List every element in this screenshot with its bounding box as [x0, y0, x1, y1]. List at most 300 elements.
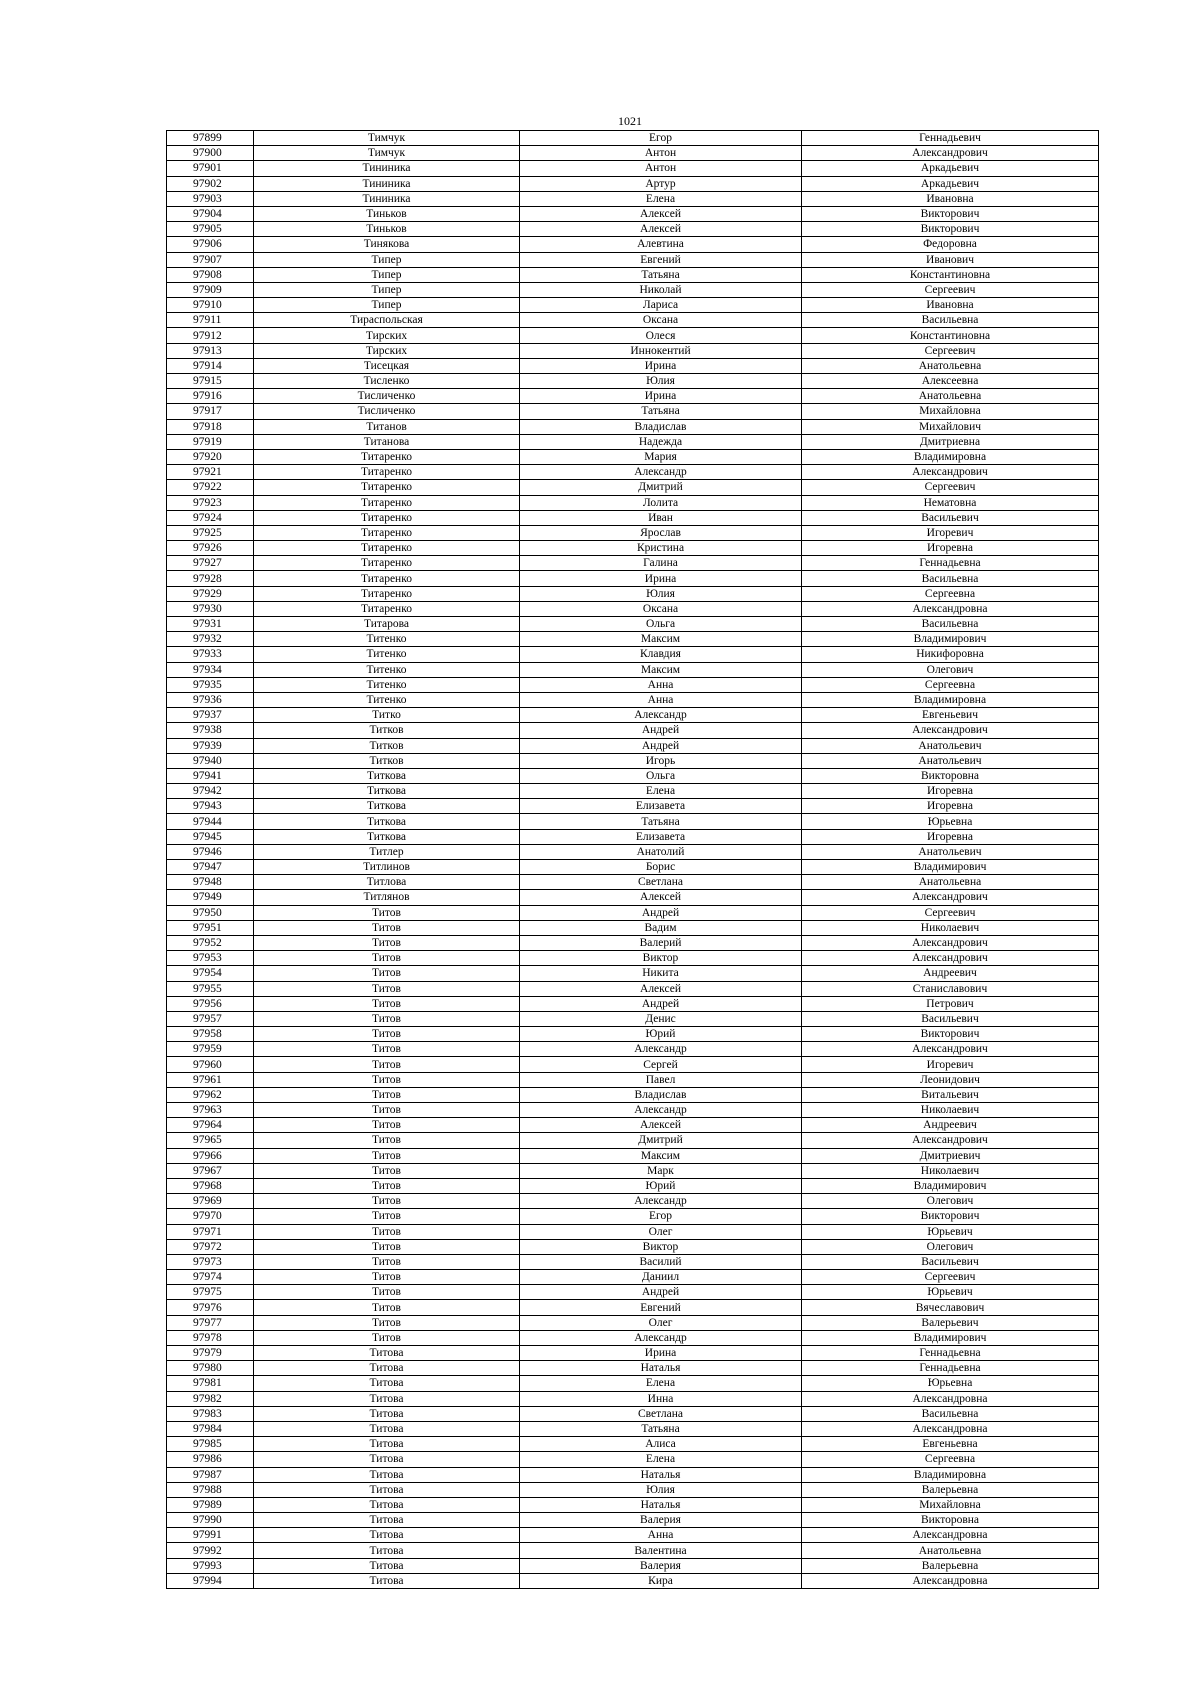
cell-surname: Тиньков: [254, 206, 520, 221]
cell-first-name: Валерия: [520, 1558, 802, 1573]
table-row: [167, 692, 1099, 707]
cell-first-name: Анна: [520, 1528, 802, 1543]
cell-patronymic: Иванович: [802, 252, 1099, 267]
table-row: [167, 1042, 1099, 1057]
cell-id: 97928: [167, 571, 254, 586]
cell-surname: Титов: [254, 1330, 520, 1345]
cell-first-name: Татьяна: [520, 814, 802, 829]
cell-surname: Титова: [254, 1361, 520, 1376]
cell-patronymic: Алексеевна: [802, 374, 1099, 389]
cell-first-name: Максим: [520, 1148, 802, 1163]
cell-surname: Титанова: [254, 434, 520, 449]
cell-id: 97904: [167, 206, 254, 221]
cell-surname: Титов: [254, 1300, 520, 1315]
cell-patronymic: Дмитриевич: [802, 1148, 1099, 1163]
cell-patronymic: Константиновна: [802, 267, 1099, 282]
cell-patronymic: Сергеевич: [802, 343, 1099, 358]
cell-surname: Титаренко: [254, 556, 520, 571]
cell-id: 97932: [167, 632, 254, 647]
cell-first-name: Кристина: [520, 541, 802, 556]
cell-surname: Титенко: [254, 692, 520, 707]
cell-id: 97916: [167, 389, 254, 404]
cell-first-name: Галина: [520, 556, 802, 571]
cell-patronymic: Игоревна: [802, 541, 1099, 556]
table-row: [167, 662, 1099, 677]
cell-surname: Титлянов: [254, 890, 520, 905]
cell-first-name: Денис: [520, 1011, 802, 1026]
cell-surname: Титенко: [254, 632, 520, 647]
cell-id: 97981: [167, 1376, 254, 1391]
table-row: [167, 465, 1099, 480]
cell-id: 97982: [167, 1391, 254, 1406]
cell-patronymic: Викторович: [802, 206, 1099, 221]
cell-patronymic: Нематовна: [802, 495, 1099, 510]
cell-surname: Титов: [254, 1072, 520, 1087]
cell-patronymic: Александровна: [802, 1421, 1099, 1436]
cell-first-name: Валерий: [520, 935, 802, 950]
table-row: [167, 708, 1099, 723]
cell-id: 97962: [167, 1087, 254, 1102]
table-row: [167, 799, 1099, 814]
table-row: [167, 677, 1099, 692]
cell-first-name: Ольга: [520, 617, 802, 632]
cell-id: 97902: [167, 176, 254, 191]
cell-surname: Титаренко: [254, 541, 520, 556]
cell-id: 97956: [167, 996, 254, 1011]
table-row: [167, 1497, 1099, 1512]
cell-first-name: Дмитрий: [520, 1133, 802, 1148]
cell-patronymic: Никифоровна: [802, 647, 1099, 662]
cell-patronymic: Валерьевна: [802, 1482, 1099, 1497]
cell-patronymic: Станиславович: [802, 981, 1099, 996]
cell-surname: Титлер: [254, 844, 520, 859]
cell-surname: Титова: [254, 1573, 520, 1588]
cell-surname: Тирских: [254, 328, 520, 343]
cell-first-name: Вадим: [520, 920, 802, 935]
cell-first-name: Василий: [520, 1254, 802, 1269]
table-row: [167, 374, 1099, 389]
cell-first-name: Кира: [520, 1573, 802, 1588]
cell-first-name: Татьяна: [520, 267, 802, 282]
cell-id: 97941: [167, 768, 254, 783]
cell-surname: Титова: [254, 1558, 520, 1573]
cell-surname: Титаренко: [254, 465, 520, 480]
cell-surname: Титова: [254, 1513, 520, 1528]
cell-first-name: Елена: [520, 1452, 802, 1467]
cell-id: 97986: [167, 1452, 254, 1467]
cell-id: 97989: [167, 1497, 254, 1512]
table-row: [167, 1543, 1099, 1558]
cell-id: 97920: [167, 449, 254, 464]
table-row: [167, 1011, 1099, 1026]
cell-id: 97938: [167, 723, 254, 738]
cell-id: 97942: [167, 784, 254, 799]
cell-id: 97979: [167, 1346, 254, 1361]
table-row: [167, 191, 1099, 206]
cell-first-name: Алиса: [520, 1437, 802, 1452]
cell-patronymic: Михайловна: [802, 1497, 1099, 1512]
cell-first-name: Владислав: [520, 419, 802, 434]
cell-patronymic: Александрович: [802, 935, 1099, 950]
table-row: [167, 1103, 1099, 1118]
table-row: [167, 571, 1099, 586]
cell-patronymic: Сергеевич: [802, 282, 1099, 297]
table-row: [167, 1194, 1099, 1209]
cell-first-name: Оксана: [520, 313, 802, 328]
cell-id: 97965: [167, 1133, 254, 1148]
cell-surname: Титкова: [254, 784, 520, 799]
cell-surname: Тирских: [254, 343, 520, 358]
cell-patronymic: Геннадьевна: [802, 556, 1099, 571]
cell-first-name: Алексей: [520, 890, 802, 905]
cell-surname: Типер: [254, 267, 520, 282]
cell-first-name: Елена: [520, 191, 802, 206]
cell-first-name: Виктор: [520, 951, 802, 966]
cell-patronymic: Александровна: [802, 1528, 1099, 1543]
table-row: [167, 1224, 1099, 1239]
cell-first-name: Олег: [520, 1315, 802, 1330]
table-row: [167, 222, 1099, 237]
cell-patronymic: Анатольевич: [802, 844, 1099, 859]
cell-first-name: Светлана: [520, 875, 802, 890]
cell-id: 97984: [167, 1421, 254, 1436]
cell-surname: Титова: [254, 1437, 520, 1452]
cell-surname: Титаренко: [254, 586, 520, 601]
cell-patronymic: Витальевич: [802, 1087, 1099, 1102]
cell-id: 97951: [167, 920, 254, 935]
cell-id: 97923: [167, 495, 254, 510]
cell-first-name: Максим: [520, 632, 802, 647]
cell-first-name: Алексей: [520, 981, 802, 996]
cell-first-name: Мария: [520, 449, 802, 464]
cell-first-name: Александр: [520, 1194, 802, 1209]
table-row: [167, 1482, 1099, 1497]
cell-first-name: Елена: [520, 1376, 802, 1391]
cell-patronymic: Владимировна: [802, 692, 1099, 707]
table-row: [167, 419, 1099, 434]
table-row: [167, 252, 1099, 267]
table-row: [167, 1421, 1099, 1436]
table-row: [167, 829, 1099, 844]
cell-patronymic: Сергеевич: [802, 480, 1099, 495]
cell-patronymic: Васильевна: [802, 571, 1099, 586]
cell-surname: Титаренко: [254, 495, 520, 510]
cell-surname: Тимчук: [254, 146, 520, 161]
cell-first-name: Алексей: [520, 206, 802, 221]
cell-patronymic: Владимировна: [802, 449, 1099, 464]
cell-id: 97964: [167, 1118, 254, 1133]
cell-surname: Титкова: [254, 829, 520, 844]
cell-first-name: Юрий: [520, 1178, 802, 1193]
cell-id: 97952: [167, 935, 254, 950]
cell-patronymic: Николаевич: [802, 1163, 1099, 1178]
cell-patronymic: Михайлович: [802, 419, 1099, 434]
cell-surname: Титлова: [254, 875, 520, 890]
cell-patronymic: Геннадьевич: [802, 131, 1099, 146]
table-row: [167, 1346, 1099, 1361]
table-row: [167, 1467, 1099, 1482]
cell-surname: Титова: [254, 1346, 520, 1361]
cell-patronymic: Александрович: [802, 1042, 1099, 1057]
cell-first-name: Александр: [520, 465, 802, 480]
cell-first-name: Юлия: [520, 374, 802, 389]
cell-surname: Титанов: [254, 419, 520, 434]
cell-surname: Титова: [254, 1406, 520, 1421]
cell-patronymic: Викторовна: [802, 768, 1099, 783]
cell-id: 97934: [167, 662, 254, 677]
cell-patronymic: Игоревна: [802, 784, 1099, 799]
cell-id: 97959: [167, 1042, 254, 1057]
cell-first-name: Игорь: [520, 753, 802, 768]
cell-surname: Титова: [254, 1528, 520, 1543]
cell-patronymic: Анатольевна: [802, 1543, 1099, 1558]
table-row: [167, 495, 1099, 510]
cell-first-name: Ирина: [520, 1346, 802, 1361]
cell-patronymic: Викторович: [802, 222, 1099, 237]
cell-id: 97976: [167, 1300, 254, 1315]
cell-id: 97933: [167, 647, 254, 662]
table-row: [167, 313, 1099, 328]
cell-id: 97901: [167, 161, 254, 176]
cell-first-name: Алексей: [520, 222, 802, 237]
table-row: [167, 298, 1099, 313]
cell-id: 97914: [167, 358, 254, 373]
cell-first-name: Андрей: [520, 996, 802, 1011]
cell-id: 97968: [167, 1178, 254, 1193]
cell-surname: Титова: [254, 1543, 520, 1558]
cell-surname: Титова: [254, 1421, 520, 1436]
cell-patronymic: Евгеньевич: [802, 708, 1099, 723]
table-row: [167, 920, 1099, 935]
cell-surname: Титков: [254, 753, 520, 768]
cell-patronymic: Александрович: [802, 146, 1099, 161]
cell-first-name: Марк: [520, 1163, 802, 1178]
table-row: [167, 966, 1099, 981]
cell-patronymic: Викторович: [802, 1027, 1099, 1042]
cell-patronymic: Ивановна: [802, 191, 1099, 206]
cell-surname: Титов: [254, 1027, 520, 1042]
cell-first-name: Татьяна: [520, 404, 802, 419]
cell-patronymic: Анатольевна: [802, 389, 1099, 404]
cell-first-name: Андрей: [520, 1285, 802, 1300]
table-row: [167, 753, 1099, 768]
cell-id: 97980: [167, 1361, 254, 1376]
table-row: [167, 1057, 1099, 1072]
cell-surname: Титаренко: [254, 601, 520, 616]
cell-surname: Титова: [254, 1376, 520, 1391]
cell-surname: Титаренко: [254, 571, 520, 586]
table-row: [167, 617, 1099, 632]
cell-first-name: Алевтина: [520, 237, 802, 252]
cell-first-name: Даниил: [520, 1270, 802, 1285]
table-row: [167, 632, 1099, 647]
cell-id: 97945: [167, 829, 254, 844]
cell-patronymic: Олегович: [802, 1194, 1099, 1209]
table-row: [167, 1361, 1099, 1376]
cell-id: 97969: [167, 1194, 254, 1209]
table-row: [167, 541, 1099, 556]
cell-patronymic: Васильевич: [802, 510, 1099, 525]
cell-id: 97958: [167, 1027, 254, 1042]
cell-first-name: Анна: [520, 677, 802, 692]
table-row: [167, 875, 1099, 890]
cell-patronymic: Сергеевич: [802, 905, 1099, 920]
cell-surname: Титкова: [254, 799, 520, 814]
cell-first-name: Никита: [520, 966, 802, 981]
cell-patronymic: Юрьевна: [802, 1376, 1099, 1391]
table-row: [167, 434, 1099, 449]
cell-first-name: Антон: [520, 146, 802, 161]
cell-surname: Титенко: [254, 677, 520, 692]
cell-first-name: Павел: [520, 1072, 802, 1087]
table-row: [167, 935, 1099, 950]
cell-id: 97912: [167, 328, 254, 343]
cell-id: 97991: [167, 1528, 254, 1543]
cell-id: 97944: [167, 814, 254, 829]
table-row: [167, 1270, 1099, 1285]
cell-id: 97948: [167, 875, 254, 890]
cell-id: 97947: [167, 860, 254, 875]
table-row: [167, 951, 1099, 966]
cell-patronymic: Аркадьевич: [802, 176, 1099, 191]
cell-id: 97961: [167, 1072, 254, 1087]
cell-first-name: Егор: [520, 1209, 802, 1224]
table-row: [167, 601, 1099, 616]
cell-id: 97977: [167, 1315, 254, 1330]
cell-patronymic: Михайловна: [802, 404, 1099, 419]
table-row: [167, 161, 1099, 176]
cell-patronymic: Александровна: [802, 601, 1099, 616]
cell-first-name: Наталья: [520, 1497, 802, 1512]
table-row: [167, 1330, 1099, 1345]
cell-id: 97946: [167, 844, 254, 859]
cell-id: 97929: [167, 586, 254, 601]
cell-surname: Титова: [254, 1391, 520, 1406]
table-row: [167, 510, 1099, 525]
cell-patronymic: Игоревна: [802, 799, 1099, 814]
cell-id: 97953: [167, 951, 254, 966]
cell-surname: Типер: [254, 252, 520, 267]
cell-patronymic: Владимирович: [802, 860, 1099, 875]
cell-surname: Титова: [254, 1452, 520, 1467]
cell-patronymic: Васильевна: [802, 1406, 1099, 1421]
cell-id: 97985: [167, 1437, 254, 1452]
cell-first-name: Андрей: [520, 723, 802, 738]
cell-patronymic: Игоревна: [802, 829, 1099, 844]
cell-surname: Титаренко: [254, 510, 520, 525]
table-row: [167, 996, 1099, 1011]
cell-id: 97994: [167, 1573, 254, 1588]
table-row: [167, 1376, 1099, 1391]
cell-id: 97983: [167, 1406, 254, 1421]
cell-surname: Тисличенко: [254, 404, 520, 419]
cell-first-name: Виктор: [520, 1239, 802, 1254]
cell-patronymic: Александрович: [802, 1133, 1099, 1148]
cell-id: 97988: [167, 1482, 254, 1497]
cell-patronymic: Сергеевич: [802, 1270, 1099, 1285]
cell-surname: Титов: [254, 1133, 520, 1148]
table-row: [167, 890, 1099, 905]
cell-patronymic: Андреевич: [802, 966, 1099, 981]
cell-surname: Тининика: [254, 161, 520, 176]
cell-first-name: Надежда: [520, 434, 802, 449]
table-row: [167, 1437, 1099, 1452]
table-row: [167, 1087, 1099, 1102]
table-row: [167, 1072, 1099, 1087]
cell-id: 97915: [167, 374, 254, 389]
cell-first-name: Антон: [520, 161, 802, 176]
cell-patronymic: Анатольевич: [802, 753, 1099, 768]
cell-first-name: Евгений: [520, 252, 802, 267]
cell-id: 97899: [167, 131, 254, 146]
cell-id: 97911: [167, 313, 254, 328]
cell-first-name: Олег: [520, 1224, 802, 1239]
table-row: [167, 981, 1099, 996]
table-row: [167, 1254, 1099, 1269]
cell-patronymic: Викторович: [802, 1209, 1099, 1224]
cell-first-name: Лариса: [520, 298, 802, 313]
cell-first-name: Елена: [520, 784, 802, 799]
cell-surname: Титов: [254, 1178, 520, 1193]
table-row: [167, 905, 1099, 920]
cell-patronymic: Анатольевна: [802, 875, 1099, 890]
cell-patronymic: Николаевич: [802, 920, 1099, 935]
table-row: [167, 860, 1099, 875]
cell-surname: Тининика: [254, 176, 520, 191]
cell-first-name: Андрей: [520, 738, 802, 753]
table-row: [167, 1027, 1099, 1042]
cell-patronymic: Евгеньевна: [802, 1437, 1099, 1452]
cell-id: 97957: [167, 1011, 254, 1026]
cell-id: 97978: [167, 1330, 254, 1345]
table-row: [167, 1513, 1099, 1528]
cell-surname: Тиньков: [254, 222, 520, 237]
cell-patronymic: Дмитриевна: [802, 434, 1099, 449]
cell-patronymic: Петрович: [802, 996, 1099, 1011]
table-row: [167, 389, 1099, 404]
cell-surname: Титов: [254, 1315, 520, 1330]
cell-first-name: Валерия: [520, 1513, 802, 1528]
cell-first-name: Николай: [520, 282, 802, 297]
cell-first-name: Наталья: [520, 1467, 802, 1482]
table-row: [167, 723, 1099, 738]
table-row: [167, 282, 1099, 297]
table-row: [167, 586, 1099, 601]
cell-id: 97972: [167, 1239, 254, 1254]
table-row: [167, 1528, 1099, 1543]
cell-surname: Титов: [254, 1103, 520, 1118]
cell-first-name: Евгений: [520, 1300, 802, 1315]
cell-first-name: Иннокентий: [520, 343, 802, 358]
cell-id: 97909: [167, 282, 254, 297]
table-row: [167, 237, 1099, 252]
cell-surname: Тининика: [254, 191, 520, 206]
cell-patronymic: Леонидович: [802, 1072, 1099, 1087]
cell-surname: Титов: [254, 1285, 520, 1300]
cell-surname: Титов: [254, 951, 520, 966]
cell-surname: Титов: [254, 1042, 520, 1057]
table-row: [167, 1558, 1099, 1573]
cell-surname: Титов: [254, 1209, 520, 1224]
page-number: 1021: [618, 114, 642, 128]
cell-id: 97992: [167, 1543, 254, 1558]
cell-patronymic: Федоровна: [802, 237, 1099, 252]
cell-patronymic: Васильевич: [802, 1254, 1099, 1269]
cell-id: 97900: [167, 146, 254, 161]
cell-id: 97922: [167, 480, 254, 495]
cell-surname: Титов: [254, 935, 520, 950]
roster-table: [166, 130, 1099, 1589]
